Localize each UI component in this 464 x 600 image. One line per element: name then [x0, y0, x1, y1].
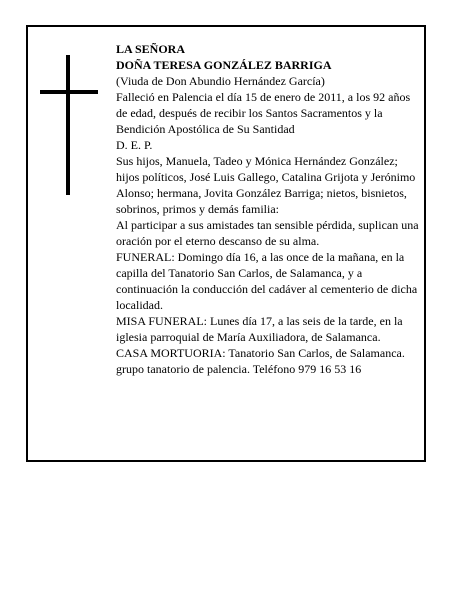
title-line-1: LA SEÑORA — [116, 42, 186, 56]
cross-vertical-bar — [66, 55, 70, 195]
funeral-home-details: CASA MORTUORIA: Tanatorio San Carlos, de Salamanca. — [116, 346, 405, 360]
family-list: Sus hijos, Manuela, Tadeo y Mónica Hernández González; hijos políticos, José Luis Gallego, Catalina Grijota y Jerónimo Alonso; hermana, Jovita González Barriga; nietos, bisnietos, sobrinos, primos y demás familia: — [116, 154, 416, 216]
prayer-request: Al participar a sus amistades tan sensible pérdida, suplican una oración por el eterno descanso de su alma. — [116, 218, 419, 248]
deceased-name: DOÑA TERESA GONZÁLEZ BARRIGA — [116, 58, 332, 72]
mass-details: MISA FUNERAL: Lunes día 17, a las seis de la tarde, en la iglesia parroquial de María Auxiliadora, de Salamanca. — [116, 314, 403, 344]
death-announcement: Falleció en Palencia el día 15 de enero de 2011, a los 92 años de edad, después de recibir los Santos Sacramentos y la Bendición Apostólica de Su Santidad — [116, 90, 411, 136]
funeral-details: FUNERAL: Domingo día 16, a las once de la mañana, en la capilla del Tanatorio San Carlos, de Salamanca, y a continuación la conducción del cadáver al cementerio de dicha localidad. — [116, 250, 418, 312]
rip-line: D. E. P. — [116, 138, 153, 152]
cross-horizontal-bar — [40, 90, 98, 94]
obituary-notice — [26, 25, 426, 462]
latin-cross-icon — [40, 55, 98, 195]
notice-text — [116, 41, 421, 377]
widow-subheading: (Viuda de Don Abundio Hernández García) — [116, 74, 325, 88]
contact-details: grupo tanatorio de palencia. Teléfono 979 16 53 16 — [116, 362, 362, 376]
